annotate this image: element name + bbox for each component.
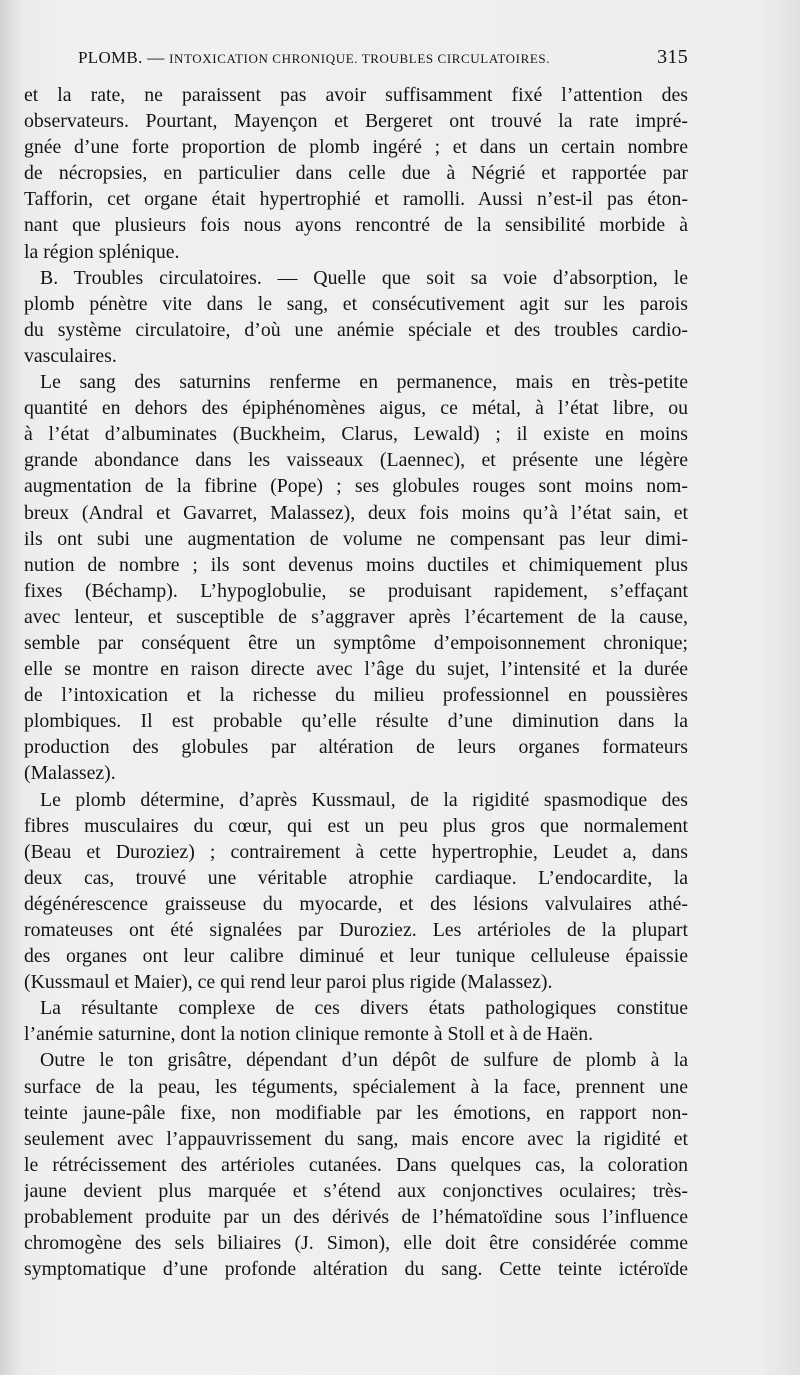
text-line: fibres musculaires du cœur, qui est un peu plus gros que normalement: [24, 814, 688, 837]
text-line: des organes ont leur calibre diminué et leur tunique celluleuse épaissie: [24, 945, 688, 968]
body-text: [24, 82, 688, 1282]
text-line: (Beau et Duroziez) ; contrairement à cette hypertrophie, Leudet a, dans: [24, 840, 688, 863]
header-title: PLOMB.: [78, 48, 143, 67]
text-line: semble par conséquent être un symptôme d’empoisonnement chronique;: [24, 631, 688, 654]
running-header: [78, 48, 688, 74]
text-line: quantité en dehors des épiphénomènes aigus, ce métal, à l’état libre, ou: [24, 397, 688, 420]
text-line: elle se montre en raison directe avec l’âge du sujet, l’intensité et la durée: [24, 658, 688, 681]
text-line: gnée d’une forte proportion de plomb ingéré ; et dans un certain nombre: [24, 136, 688, 159]
text-line: Tafforin, cet organe était hypertrophié et ramolli. Aussi n’est-il pas éton-: [24, 188, 688, 211]
text-line: seulement avec l’appauvrissement du sang, mais encore avec la rigidité et: [24, 1127, 688, 1150]
text-line: de nécropsies, en particulier dans celle due à Négrié et rapportée par: [24, 162, 688, 185]
text-line: fixes (Béchamp). L’hypoglobulie, se produisant rapidement, s’effaçant: [24, 579, 688, 602]
text-line: nution de nombre ; ils sont devenus moins ductiles et chimiquement plus: [24, 553, 688, 576]
text-line: avec lenteur, et susceptible de s’aggraver après l’écartement de la cause,: [24, 605, 688, 628]
text-line: Le sang des saturnins renferme en permanence, mais en très-petite: [40, 371, 688, 394]
text-line: probablement produite par un des dérivés de l’hématoïdine sous l’influence: [24, 1206, 688, 1229]
text-line: observateurs. Pourtant, Mayençon et Bergeret ont trouvé la rate impré-: [24, 110, 688, 133]
text-line: symptomatique d’une profonde altération du sang. Cette teinte ictéroïde: [24, 1258, 688, 1281]
text-line: dégénérescence graisseuse du myocarde, et des lésions valvulaires athé-: [24, 892, 688, 915]
text-line: La résultante complexe de ces divers états pathologiques constitue: [40, 997, 688, 1020]
text-line: et la rate, ne paraissent pas avoir suffisamment fixé l’attention des: [24, 84, 688, 106]
text-line: Le plomb détermine, d’après Kussmaul, de la rigidité spasmodique des: [40, 788, 688, 811]
header-subtitle: INTOXICATION CHRONIQUE. TROUBLES CIRCULATOIRES.: [169, 51, 551, 66]
text-line: augmentation de la fibrine (Pope) ; ses globules rouges sont moins nom-: [24, 475, 688, 498]
text-line: teinte jaune-pâle fixe, non modifiable par les émotions, en rapport non-: [24, 1101, 688, 1124]
text-line: romateuses ont été signalées par Duroziez. Les artérioles de la plupart: [24, 919, 688, 941]
text-line: grande abondance dans les vaisseaux (Laennec), et présente une légère: [24, 449, 688, 472]
text-line: chromogène des sels biliaires (J. Simon), elle doit être considérée comme: [24, 1232, 688, 1255]
text-line: B. Troubles circulatoires. — Quelle que soit sa voie d’absorption, le: [40, 266, 688, 289]
text-line: production des globules par altération de leurs organes formateurs: [24, 736, 688, 759]
text-line: l’anémie saturnine, dont la notion clinique remonte à Stoll et à de Haën.: [24, 1023, 594, 1046]
text-line: deux cas, trouvé une véritable atrophie cardiaque. L’endocardite, la: [24, 866, 688, 889]
header-dash: —: [147, 48, 165, 67]
text-line: (Malassez).: [24, 762, 116, 785]
text-line: surface de la peau, les téguments, spécialement à la face, prennent une: [24, 1075, 688, 1098]
text-line: la région splénique.: [24, 240, 180, 263]
text-line: breux (Andral et Gavarret, Malassez), deux fois moins qu’à l’état sain, et: [24, 501, 688, 524]
text-line: plombiques. Il est probable qu’elle résulte d’une diminution dans la: [24, 710, 688, 733]
text-line: jaune devient plus marquée et s’étend aux conjonctives oculaires; très-: [24, 1179, 688, 1202]
text-line: de l’intoxication et la richesse du milieu professionnel en poussières: [24, 684, 688, 707]
text-line: du système circulatoire, d’où une anémie spéciale et des troubles cardio-: [24, 318, 688, 341]
text-line: nant que plusieurs fois nous ayons rencontré de la sensibilité morbide à: [24, 214, 688, 237]
text-line: le rétrécissement des artérioles cutanées. Dans quelques cas, la coloration: [24, 1153, 688, 1176]
text-line: vasculaires.: [24, 344, 117, 367]
text-line: ils ont subi une augmentation de volume ne compensant pas leur dimi-: [24, 527, 688, 550]
text-line: Outre le ton grisâtre, dépendant d’un dépôt de sulfure de plomb à la: [40, 1049, 688, 1072]
text-line: (Kussmaul et Maier), ce qui rend leur paroi plus rigide (Malassez).: [24, 971, 553, 994]
text-line: plomb pénètre vite dans le sang, et consécutivement agit sur les parois: [24, 292, 688, 315]
page-number: 315: [657, 46, 688, 68]
text-line: à l’état d’albuminates (Buckheim, Clarus, Lewald) ; il existe en moins: [24, 423, 688, 446]
